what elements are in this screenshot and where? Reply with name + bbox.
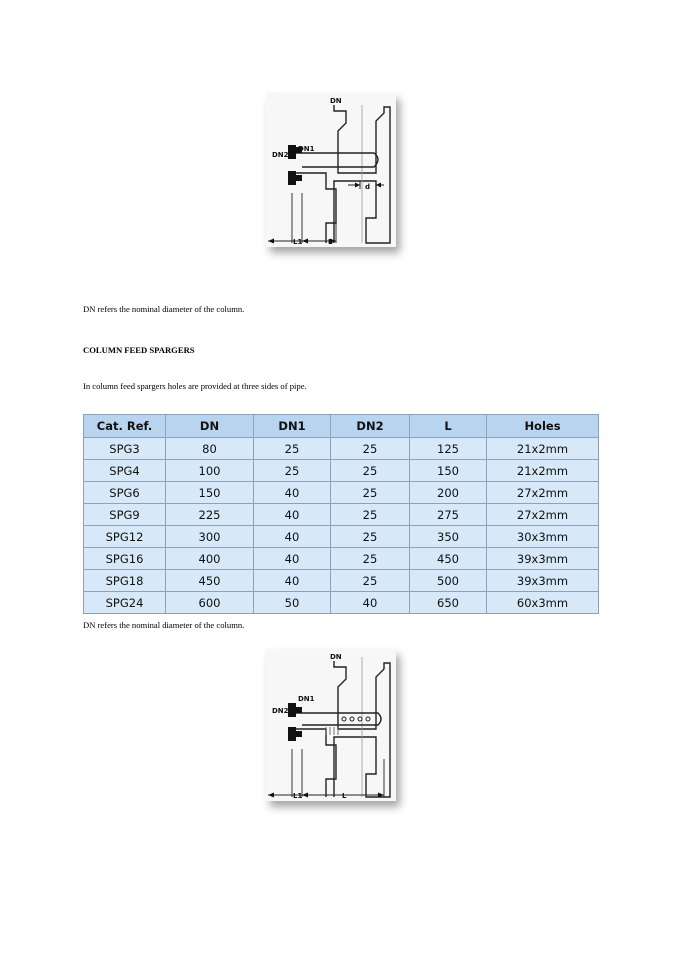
cell-l: 125 <box>410 438 487 460</box>
cell-cat-ref: SPG4 <box>84 460 166 482</box>
cell-dn: 80 <box>166 438 254 460</box>
cell-dn2: 25 <box>331 570 410 592</box>
col-header-holes: Holes <box>487 415 599 438</box>
cell-holes: 39x3mm <box>487 548 599 570</box>
cell-cat-ref: SPG3 <box>84 438 166 460</box>
note-nominal-diameter: DN refers the nominal diameter of the column. <box>83 304 245 314</box>
cell-dn2: 25 <box>331 526 410 548</box>
table-row <box>84 438 599 460</box>
cell-dn2: 25 <box>331 548 410 570</box>
cell-l: 650 <box>410 592 487 614</box>
note-nominal-diameter-2: DN refers the nominal diameter of the column. <box>83 620 245 630</box>
cell-dn: 100 <box>166 460 254 482</box>
cell-dn2: 25 <box>331 504 410 526</box>
table-header-row <box>84 415 599 438</box>
cell-holes: 27x2mm <box>487 482 599 504</box>
cell-dn: 400 <box>166 548 254 570</box>
cell-dn2: 25 <box>331 438 410 460</box>
label-dn: DN <box>330 97 342 105</box>
cell-dn1: 25 <box>254 460 331 482</box>
col-header-l: L <box>410 415 487 438</box>
label-d: d <box>365 183 371 191</box>
cell-dn1: 50 <box>254 592 331 614</box>
cell-dn: 225 <box>166 504 254 526</box>
cell-dn: 450 <box>166 570 254 592</box>
table-row <box>84 460 599 482</box>
cell-dn1: 40 <box>254 570 331 592</box>
col-header-dn2: DN2 <box>331 415 410 438</box>
cell-dn2: 25 <box>331 482 410 504</box>
cell-dn1: 40 <box>254 504 331 526</box>
col-header-cat-ref: Cat. Ref. <box>84 415 166 438</box>
cell-dn2: 25 <box>331 460 410 482</box>
table-row <box>84 504 599 526</box>
col-header-dn1: DN1 <box>254 415 331 438</box>
cell-cat-ref: SPG12 <box>84 526 166 548</box>
cell-holes: 30x3mm <box>487 526 599 548</box>
table-row <box>84 548 599 570</box>
table-row <box>84 592 599 614</box>
cell-l: 350 <box>410 526 487 548</box>
cell-l: 150 <box>410 460 487 482</box>
cell-dn1: 40 <box>254 482 331 504</box>
cell-cat-ref: SPG6 <box>84 482 166 504</box>
cell-l: 275 <box>410 504 487 526</box>
cell-dn: 600 <box>166 592 254 614</box>
cell-dn2: 40 <box>331 592 410 614</box>
table-row <box>84 482 599 504</box>
cell-holes: 21x2mm <box>487 438 599 460</box>
table-row <box>84 526 599 548</box>
label-l1: L1 <box>293 792 303 800</box>
label-dn1: DN1 <box>298 695 315 703</box>
label-dn: DN <box>330 653 342 661</box>
sparger-diagram-bottom <box>266 649 396 801</box>
cell-cat-ref: SPG18 <box>84 570 166 592</box>
section-heading: COLUMN FEED SPARGERS <box>83 345 195 355</box>
cell-dn1: 25 <box>254 438 331 460</box>
cell-l: 200 <box>410 482 487 504</box>
sparger-diagram-top <box>266 93 396 247</box>
cell-holes: 39x3mm <box>487 570 599 592</box>
col-header-dn: DN <box>166 415 254 438</box>
label-dn1: DN1 <box>298 145 315 153</box>
cell-holes: 27x2mm <box>487 504 599 526</box>
label-l: L <box>328 238 333 246</box>
label-l1: L1 <box>293 238 303 246</box>
cell-dn: 300 <box>166 526 254 548</box>
intro-text: In column feed spargers holes are provided at three sides of pipe. <box>83 381 307 391</box>
sparger-spec-table <box>83 414 599 614</box>
table-row <box>84 570 599 592</box>
label-l: L <box>342 792 347 800</box>
cell-l: 500 <box>410 570 487 592</box>
cell-dn: 150 <box>166 482 254 504</box>
cell-dn1: 40 <box>254 548 331 570</box>
label-dn2: DN2 <box>272 151 289 159</box>
cell-cat-ref: SPG24 <box>84 592 166 614</box>
cell-l: 450 <box>410 548 487 570</box>
cell-dn1: 40 <box>254 526 331 548</box>
label-dn2: DN2 <box>272 707 289 715</box>
cell-holes: 60x3mm <box>487 592 599 614</box>
cell-cat-ref: SPG9 <box>84 504 166 526</box>
cell-holes: 21x2mm <box>487 460 599 482</box>
cell-cat-ref: SPG16 <box>84 548 166 570</box>
